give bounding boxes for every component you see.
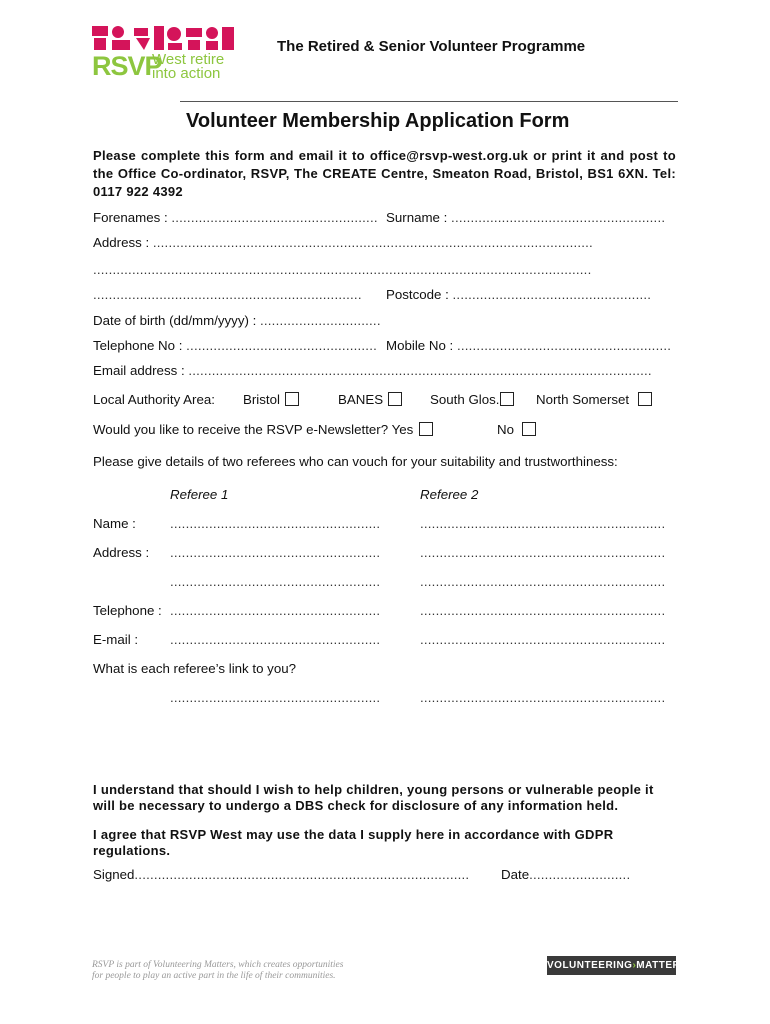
la-banes-checkbox[interactable] bbox=[388, 392, 402, 406]
newsletter-no-label: No bbox=[497, 422, 514, 437]
referee-email-label: E-mail : bbox=[93, 632, 139, 647]
la-south-glos-label: South Glos. bbox=[430, 392, 500, 407]
referee2-telephone-field[interactable]: ............................................................... bbox=[420, 603, 666, 618]
vm-logo-left: VOLUNTEERING bbox=[547, 960, 633, 971]
address-label: Address : bbox=[93, 235, 153, 250]
dob-field[interactable]: ............................... bbox=[260, 313, 381, 328]
logo-tagline-line2: into action bbox=[152, 65, 221, 82]
newsletter-question: Would you like to receive the RSVP e-Newsletter? Yes bbox=[93, 422, 414, 437]
postcode-field[interactable]: ................................................... bbox=[452, 287, 652, 302]
postcode-row bbox=[386, 287, 651, 303]
la-north-somerset-checkbox[interactable] bbox=[638, 392, 652, 406]
rsvp-logo-graphic bbox=[92, 24, 236, 52]
telephone-label: Telephone No : bbox=[93, 338, 187, 353]
referee1-address-field-line2[interactable]: ...................................................... bbox=[170, 574, 381, 589]
address-field-line1[interactable]: ................................................................................................................. bbox=[152, 235, 593, 250]
newsletter-yes-checkbox[interactable] bbox=[419, 422, 433, 436]
footer-note-line1: RSVP is part of Volunteering Matters, which creates opportunities bbox=[92, 960, 344, 970]
email-field[interactable]: ....................................................................................................................... bbox=[188, 363, 652, 378]
forenames-field[interactable]: ..................................................... bbox=[171, 210, 378, 225]
referee2-link-field[interactable]: ............................................................... bbox=[420, 690, 666, 705]
date-label: Date bbox=[501, 867, 530, 882]
la-banes-label: BANES bbox=[338, 392, 384, 407]
referee2-name-field[interactable]: ............................................................... bbox=[420, 516, 666, 531]
referee1-heading: Referee 1 bbox=[170, 487, 229, 502]
volunteering-matters-logo bbox=[547, 956, 688, 975]
referee-link-question: What is each referee’s link to you? bbox=[93, 661, 297, 676]
date-row bbox=[501, 867, 630, 883]
mobile-row bbox=[386, 338, 671, 354]
la-south-glos-option[interactable] bbox=[430, 392, 514, 408]
logo-tagline-line1: West retire bbox=[152, 51, 225, 68]
email-label: Email address : bbox=[93, 363, 189, 378]
signed-row bbox=[93, 867, 469, 883]
surname-field[interactable]: ....................................................... bbox=[451, 210, 666, 225]
date-field[interactable]: .......................... bbox=[529, 867, 631, 882]
form-intro: Please complete this form and email it to office@rsvp-west.org.uk or print it and post to the Office Co-ordinator, RSVP, The CREATE Centre, Smeaton Road, Bristol, BS1 6XN. Tel: 0117 922 4392 bbox=[93, 148, 676, 199]
referee1-link-field[interactable]: ...................................................... bbox=[170, 690, 381, 705]
referee-address-label: Address : bbox=[93, 545, 150, 560]
email-row bbox=[93, 363, 652, 379]
gdpr-declaration: I agree that RSVP West may use the data I supply here in accordance with GDPR regulations. bbox=[93, 827, 614, 858]
forenames-label: Forenames : bbox=[93, 210, 172, 225]
forenames-row bbox=[93, 210, 378, 226]
la-north-somerset-option[interactable] bbox=[536, 392, 652, 408]
newsletter-no-checkbox[interactable] bbox=[522, 422, 536, 436]
signed-label: Signed bbox=[93, 867, 135, 882]
dob-row bbox=[93, 313, 381, 329]
logo-rsvp-wordmark: RSVP bbox=[92, 51, 162, 81]
referee2-heading: Referee 2 bbox=[420, 487, 479, 502]
referee1-telephone-field[interactable]: ...................................................... bbox=[170, 603, 381, 618]
logo-tagline bbox=[152, 53, 224, 81]
newsletter-no-option[interactable] bbox=[497, 422, 536, 438]
newsletter-yes-option[interactable] bbox=[93, 422, 433, 438]
header-divider bbox=[180, 101, 678, 102]
programme-title: The Retired & Senior Volunteer Programme bbox=[277, 38, 586, 55]
la-south-glos-checkbox[interactable] bbox=[500, 392, 514, 406]
dob-label: Date of birth (dd/mm/yyyy) : bbox=[93, 313, 260, 328]
mobile-label: Mobile No : bbox=[386, 338, 457, 353]
address-row bbox=[93, 235, 593, 251]
mobile-field[interactable]: ....................................................... bbox=[456, 338, 672, 353]
la-north-somerset-label: North Somerset bbox=[536, 392, 630, 407]
signature-field[interactable]: ...................................................................................... bbox=[134, 867, 470, 882]
dbs-declaration: I understand that should I wish to help children, young persons or vulnerable people it will be necessary to undergo a DBS check for disclosure of any information held. bbox=[93, 782, 654, 813]
form-title: Volunteer Membership Application Form bbox=[186, 110, 570, 132]
local-authority-label: Local Authority Area: bbox=[93, 392, 215, 407]
referees-intro: Please give details of two referees who can vouch for your suitability and trustworthiness: bbox=[93, 454, 618, 469]
vm-logo-arrow: › bbox=[632, 960, 637, 971]
address-field-line2[interactable]: ................................................................................................................................ bbox=[93, 262, 592, 277]
referee1-address-field-line1[interactable]: ...................................................... bbox=[170, 545, 381, 560]
referee-telephone-label: Telephone : bbox=[93, 603, 162, 618]
la-bristol-option[interactable] bbox=[243, 392, 299, 408]
referee-name-label: Name : bbox=[93, 516, 136, 531]
referee2-address-field-line1[interactable]: ............................................................... bbox=[420, 545, 666, 560]
postcode-label: Postcode : bbox=[386, 287, 453, 302]
la-bristol-label: Bristol bbox=[243, 392, 280, 407]
referee2-email-field[interactable]: ............................................................... bbox=[420, 632, 666, 647]
footer-note-line2: for people to play an active part in the life of their communities. bbox=[92, 971, 336, 981]
telephone-field[interactable]: ................................................. bbox=[186, 338, 377, 353]
vm-logo-right: MATTERS bbox=[636, 960, 688, 971]
surname-row bbox=[386, 210, 665, 226]
la-bristol-checkbox[interactable] bbox=[285, 392, 299, 406]
la-banes-option[interactable] bbox=[338, 392, 402, 408]
referee2-address-field-line2[interactable]: ............................................................... bbox=[420, 574, 666, 589]
referee1-email-field[interactable]: ...................................................... bbox=[170, 632, 381, 647]
telephone-row bbox=[93, 338, 377, 354]
surname-label: Surname : bbox=[386, 210, 452, 225]
address-field-line3[interactable]: ..................................................................... bbox=[93, 287, 362, 302]
referee1-name-field[interactable]: ...................................................... bbox=[170, 516, 381, 531]
footer-note bbox=[92, 960, 343, 982]
